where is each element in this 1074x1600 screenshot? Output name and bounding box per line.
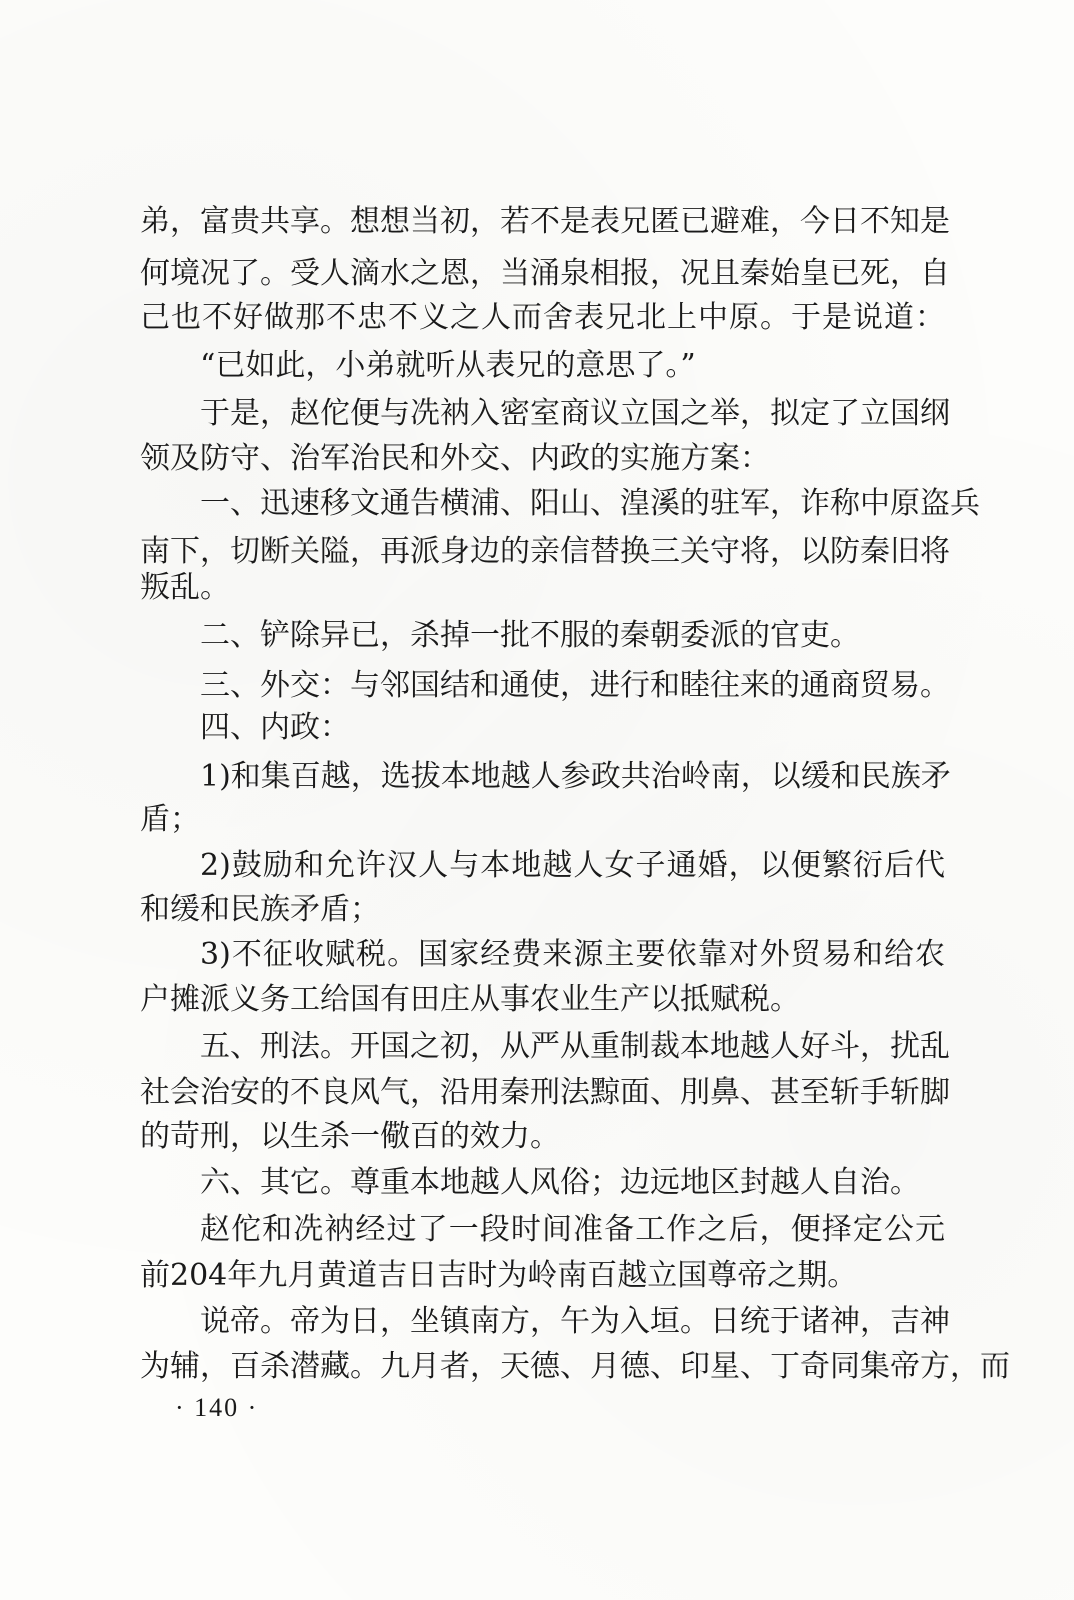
- text-line: 于是，赵佗便与冼衲入密室商议立国之举，拟定了立国纲: [200, 396, 950, 431]
- text-line: 四、内政：: [200, 710, 350, 745]
- text-line: 一、迅速移文通告横浦、阳山、湟溪的驻军，诈称中原盗兵: [200, 486, 980, 521]
- text-line: 和缓和民族矛盾；: [140, 892, 380, 927]
- text-line: 己也不好做那不忠不义之人而舍表兄北上中原。于是说道：: [140, 300, 945, 335]
- text-line: 盾；: [140, 802, 200, 837]
- text-line: 说帝。帝为日，坐镇南方，午为入垣。日统于诸神，吉神: [200, 1304, 950, 1339]
- text-line: 叛乱。: [140, 570, 230, 605]
- text-line: 弟，富贵共享。想想当初，若不是表兄匿已避难，今日不知是: [140, 204, 950, 239]
- page-number: · 140 ·: [175, 1393, 259, 1422]
- text-line: 领及防守、治军治民和外交、内政的实施方案：: [140, 441, 770, 476]
- text-line: 何境况了。受人滴水之恩，当涌泉相报，况且秦始皇已死，自: [140, 256, 950, 291]
- text-line: 二、铲除异已，杀掉一批不服的秦朝委派的官吏。: [200, 618, 860, 653]
- text-line: 南下，切断关隘，再派身边的亲信替换三关守将，以防秦旧将: [140, 534, 950, 569]
- text-line: 1)和集百越，选拔本地越人参政共治岭南，以缓和民族矛: [200, 759, 951, 794]
- text-line: “已如此，小弟就听从表兄的意思了。”: [200, 348, 696, 383]
- text-line: 赵佗和冼衲经过了一段时间准备工作之后，便择定公元: [200, 1212, 945, 1247]
- text-line: 五、刑法。开国之初，从严从重制裁本地越人好斗，扰乱: [200, 1029, 950, 1064]
- text-line: 为辅，百杀潜藏。九月者，天德、月德、印星、丁奇同集帝方，而: [140, 1349, 1010, 1384]
- text-line: 前204年九月黄道吉日吉时为岭南百越立国尊帝之期。: [140, 1258, 858, 1293]
- text-line: 社会治安的不良风气，沿用秦刑法黥面、刖鼻、甚至斩手斩脚: [140, 1075, 950, 1110]
- text-line: 三、外交：与邻国结和通使，进行和睦往来的通商贸易。: [200, 668, 950, 703]
- text-line: 2)鼓励和允许汉人与本地越人女子通婚，以便繁衍后代: [200, 848, 945, 883]
- text-line: 户摊派义务工给国有田庄从事农业生产以抵赋税。: [140, 982, 800, 1017]
- text-line: 六、其它。尊重本地越人风俗；边远地区封越人自治。: [200, 1165, 920, 1200]
- text-line: 3)不征收赋税。国家经费来源主要依靠对外贸易和给农: [200, 937, 945, 972]
- text-line: 的苛刑，以生杀一儆百的效力。: [140, 1119, 560, 1154]
